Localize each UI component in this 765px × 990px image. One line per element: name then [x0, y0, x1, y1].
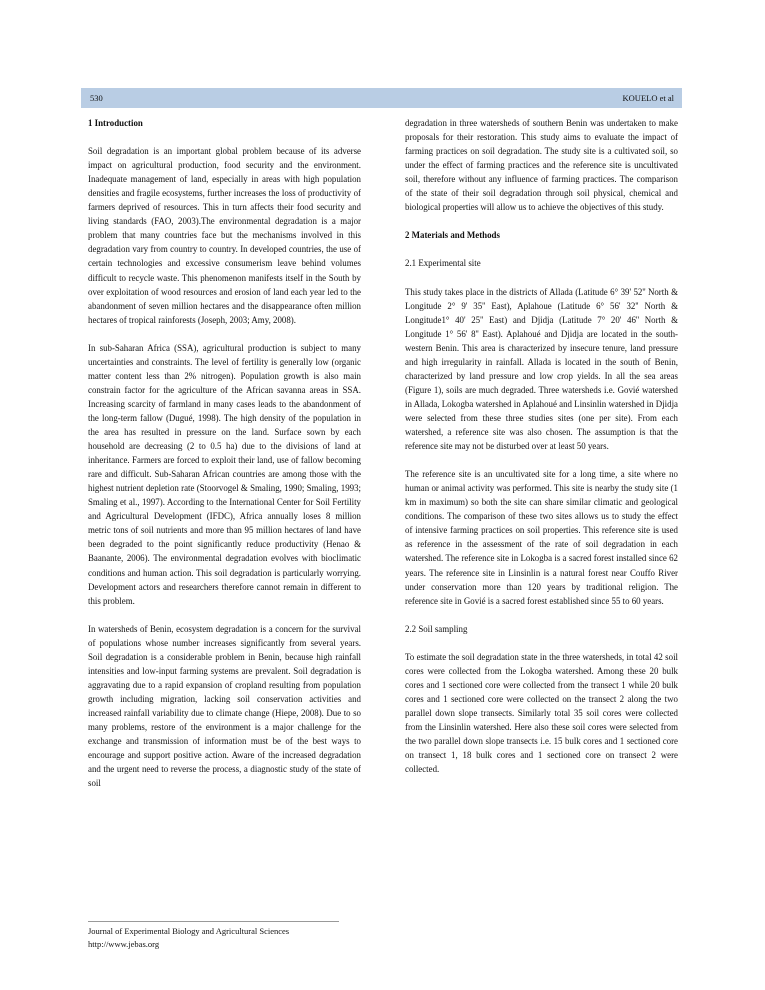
subsection-heading-soil-sampling: 2.2 Soil sampling	[405, 623, 468, 634]
page-number: 530	[90, 93, 103, 103]
journal-url: http://www.jebas.org	[88, 939, 160, 949]
running-author: KOUELO et al	[622, 93, 674, 103]
journal-name: Journal of Experimental Biology and Agricultural Sciences	[88, 926, 290, 936]
paragraph: This study takes place in the districts of Allada (Latitude 6° 39' 52'' North & Longitude 2° 9' 35'' East), Aplahoue (Latitude 6° 56' 32'' North & Longitude1° 40' 25'' East) and Djidja (Latitude 7° 20' 46'' North & Longitude 1° 56' 8'' East). Aplahoué and Djidja are located in the south-western Benin. This area is characterized by insecure tenure, land pressure and high irregularity in rainfall. Allada is located in the south of Benin, characterized by land pressure and low crop yields. In all the sea areas (Figure 1), soils are much degraded. Three watersheds i.e. Govié watershed in Allada, Lokogba watershed in Aplahoué and Linsinlin watershed in Djidja were selected from these three studies sites (one per site). From each watershed, a reference site was also chosen. The assumption is that the reference site may not be disturbed over at least 50 years.	[405, 286, 678, 452]
footer	[88, 925, 289, 951]
paragraph: In sub-Saharan Africa (SSA), agricultural production is subject to many uncertainties and constraints. The level of fertility is generally low (organic matter content less than 2% nitrogen). Population growth is also main constrain factor for the agriculture of the African savanna areas in SSA. Increasing scarcity of farmland in many cases leads to the abandonment of the long-term fallow (Dugué, 1998). The high density of the population in the area has resulted in pressure on the land. Surface sown by each household are decreasing (2 to 0.5 ha) due to the divisions of land at inheritance. Farmers are forced to exploit their land, use of fallow becoming rare and difficult. Sub-Saharan African countries are among those with the highest nutrient depletion rate (Stoorvogel & Smaling, 1990; Smaling, 1993; Smaling et al., 1997). According to the International Center for Soil Fertility and Agricultural Development (IFDC), Africa annually loses 8 million metric tons of soil nutrients and more than 95 million hectares of land have been degraded to the point significantly reduce productivity (Henao & Baanante, 2006). The environmental degradation evolves with bioclimatic conditions and human action. This soil degradation is particularly worrying. Development actors and researchers therefore cannot remain in different to this problem.	[88, 342, 361, 606]
section-heading-materials-methods: 2 Materials and Methods	[405, 230, 500, 241]
left-column	[88, 116, 361, 804]
paragraph: Soil degradation is an important global problem because of its adverse impact on agricultural production, food security and the environment. Inadequate management of land, especially in areas with high population densities and fragile ecosystems, further increases the loss of productivity of farmers deprived of resources. This in turn affects their food security and living standards (FAO, 2003).The environmental degradation is a major problem that many countries face but the mechanisms involved in this degradation vary from country to country. In developed countries, the use of certain technologies and excessive consumerism leave behind volumes difficult to recycle waste. This phenomenon manifests itself in the South by over exploitation of wood resources and erosion of land each year led to the abandonment of seven million hectares and the disappearance often million hectares of tropical rainforests (Joseph, 2003; Amy, 2008).	[88, 146, 361, 325]
section-heading-introduction: 1 Introduction	[88, 118, 143, 128]
running-header	[81, 88, 682, 108]
paragraph: To estimate the soil degradation state in the three watersheds, in total 42 soil cores were collected from the Lokogba watershed. Among these 20 bulk cores and 1 sectioned core were collected from the transect 1 while 20 bulk cores and 1 sectioned core were collected on the transect 2 along the two parallel down slope transects. Similarly total 35 soil cores were collected from the Linsinlin watershed. Here also these soil cores were selected from the two parallel down slope transects i.e. 15 bulk cores and 1 sectioned core on transect 1, 18 bulk cores and 1 sectioned core on transect 2 were collected.	[405, 651, 678, 775]
paragraph: In watersheds of Benin, ecosystem degradation is a concern for the survival of populations whose number increases significantly from several years. Soil degradation is a considerable problem in Benin, because high rainfall intensities and low-input farming systems are prevalent. Soil degradation is aggravating due to a rapid expansion of cropland resulting from population growth including migration, lacking soil conservation activities and increased rainfall variability due to climate change (Hiepe, 2008). Due to so many problems, restore of the environment is a major challenge for the exchange and transmission of information must be of the best ways to encourage and support positive action. Aware of the increased degradation and the urgent need to reverse the process, a diagnostic study of the state of soil	[88, 623, 361, 789]
right-column	[405, 116, 678, 790]
paragraph: The reference site is an uncultivated site for a long time, a site where no human or animal activity was performed. This site is nearby the study site (1 km in maximum) so both the site can share similar climatic and geological conditions. The comparison of these two sites allows us to study the effect of intensive farming practices on soil properties. This reference site is used as reference in the assessment of the rate of soil degradation in each watershed. The reference site in Lokogba is a sacred forest installed since 62 years. The reference site in Linsinlin is a natural forest near Couffo River under conservation more than 120 years by traditional religion. The reference site in Govié is a sacred forest established since 55 to 60 years.	[405, 469, 678, 606]
subsection-heading-experimental-site: 2.1 Experimental site	[405, 258, 481, 269]
paragraph: degradation in three watersheds of southern Benin was undertaken to make proposals for their restoration. This study aims to evaluate the impact of farming practices on soil degradation. The study site is a cultivated soil, so under the effect of farming practices and the reference site is uncultivated soil, therefore without any influence of farming practices. The comparison of the state of their soil degradation through soil physical, chemical and biological properties will allow us to achieve the objectives of this study.	[405, 118, 678, 213]
footer-divider	[88, 921, 339, 922]
